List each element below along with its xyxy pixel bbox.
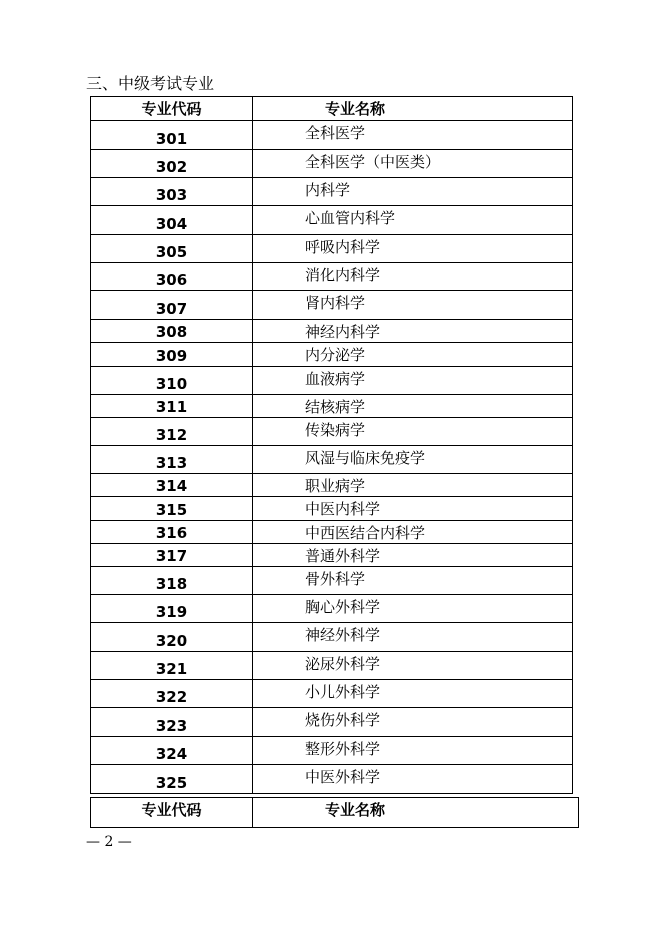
specialty-code: 323: [91, 708, 253, 737]
table-row: [91, 343, 573, 367]
table-row: [91, 395, 573, 418]
specialty-code: 306: [91, 263, 253, 291]
table-row: [91, 446, 573, 474]
specialty-name: 消化内科学: [253, 263, 573, 291]
specialty-code: 305: [91, 235, 253, 263]
table-row: [91, 567, 573, 595]
header-name: 专业名称: [253, 798, 579, 828]
specialty-code: 321: [91, 652, 253, 680]
specialty-name: 心血管内科学: [253, 206, 573, 235]
table-row: [91, 235, 573, 263]
table-row: [91, 623, 573, 652]
specialty-code: 301: [91, 121, 253, 150]
specialty-name: 结核病学: [253, 395, 573, 418]
specialty-name: 小儿外科学: [253, 680, 573, 708]
specialty-code: 303: [91, 178, 253, 206]
specialty-code: 317: [91, 544, 253, 567]
table-row: [91, 263, 573, 291]
specialty-code: 316: [91, 521, 253, 544]
specialty-name: 肾内科学: [253, 291, 573, 320]
specialty-code: 304: [91, 206, 253, 235]
specialty-code: 315: [91, 497, 253, 521]
table-row: [91, 652, 573, 680]
specialty-name: 内科学: [253, 178, 573, 206]
table-row: [91, 708, 573, 737]
specialty-code: 311: [91, 395, 253, 418]
table-row: [91, 497, 573, 521]
specialty-code: 308: [91, 320, 253, 343]
table-row: [91, 521, 573, 544]
specialty-name: 神经内科学: [253, 320, 573, 343]
page-number: — 2 —: [86, 834, 132, 850]
continuation-table-header: [90, 797, 579, 828]
specialty-name: 神经外科学: [253, 623, 573, 652]
table-row: [91, 178, 573, 206]
specialty-code: 318: [91, 567, 253, 595]
table-row: [91, 150, 573, 178]
specialty-name: 职业病学: [253, 474, 573, 497]
specialty-code: 307: [91, 291, 253, 320]
table-row: [91, 474, 573, 497]
table-row: [91, 291, 573, 320]
table-header-row: [91, 97, 573, 121]
specialty-name: 全科医学: [253, 121, 573, 150]
table-row: [91, 544, 573, 567]
table-row: [91, 320, 573, 343]
specialty-name: 普通外科学: [253, 544, 573, 567]
specialty-code: 313: [91, 446, 253, 474]
header-name: 专业名称: [253, 97, 573, 121]
specialty-name: 烧伤外科学: [253, 708, 573, 737]
specialty-name: 内分泌学: [253, 343, 573, 367]
table-row: [91, 765, 573, 794]
table-row: [91, 680, 573, 708]
table-body: [91, 121, 573, 794]
table-row: [91, 737, 573, 765]
specialty-name: 中医内科学: [253, 497, 573, 521]
specialty-name: 风湿与临床免疫学: [253, 446, 573, 474]
specialty-table: [90, 96, 573, 794]
specialty-code: 314: [91, 474, 253, 497]
table-row: [91, 206, 573, 235]
table-header-row: [91, 798, 579, 828]
specialty-code: 320: [91, 623, 253, 652]
table-row: [91, 595, 573, 623]
specialty-code: 312: [91, 418, 253, 446]
table-row: [91, 367, 573, 395]
specialty-code: 322: [91, 680, 253, 708]
specialty-name: 胸心外科学: [253, 595, 573, 623]
specialty-code: 319: [91, 595, 253, 623]
specialty-code: 302: [91, 150, 253, 178]
table-row: [91, 418, 573, 446]
specialty-name: 中西医结合内科学: [253, 521, 573, 544]
header-code: 专业代码: [91, 97, 253, 121]
specialty-name: 传染病学: [253, 418, 573, 446]
specialty-name: 血液病学: [253, 367, 573, 395]
specialty-name: 呼吸内科学: [253, 235, 573, 263]
specialty-code: 310: [91, 367, 253, 395]
section-title: 三、中级考试专业: [86, 74, 215, 93]
specialty-name: 骨外科学: [253, 567, 573, 595]
specialty-name: 泌尿外科学: [253, 652, 573, 680]
specialty-name: 中医外科学: [253, 765, 573, 794]
specialty-code: 324: [91, 737, 253, 765]
specialty-name: 整形外科学: [253, 737, 573, 765]
specialty-name: 全科医学（中医类）: [253, 150, 573, 178]
specialty-code: 325: [91, 765, 253, 794]
table-row: [91, 121, 573, 150]
header-code: 专业代码: [91, 798, 253, 828]
specialty-code: 309: [91, 343, 253, 367]
